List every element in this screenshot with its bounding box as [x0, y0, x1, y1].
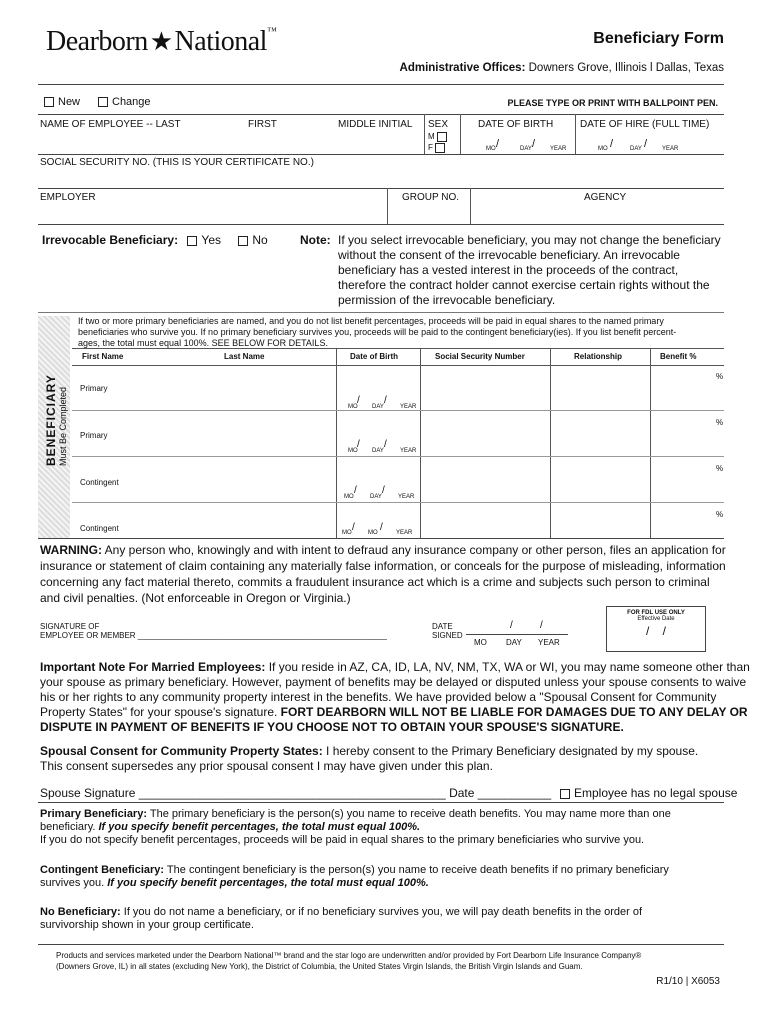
dob-mo: MO — [486, 146, 496, 152]
beneficiary-table — [72, 348, 724, 538]
col-first-name: First Name — [82, 352, 124, 361]
primary-line: If you do not specify benefit percentages, proceeds will be paid in equal shares to the primary beneficiaries who survive you. — [40, 834, 645, 846]
offices-label: Administrative Offices: — [399, 62, 526, 74]
intro-line: beneficiaries who survive you. If no primary beneficiary survives you, proceeds will be paid to the contingent beneficiary(ies). If you list benefit percent- — [78, 327, 677, 337]
married-line — [40, 660, 750, 675]
row-dob-mo: MO — [342, 530, 352, 536]
doh-slash-1: / — [610, 138, 614, 150]
signed-label: SIGNED — [432, 631, 463, 640]
star-icon: ★ — [149, 27, 173, 56]
primary-text: The primary beneficiary is the person(s) you name to receive death benefits. You may name more than one — [147, 808, 671, 820]
irrevocable-row — [42, 233, 268, 247]
warning-line: and civil penalties. (Not enforceable in Oregon or Virginia.) — [40, 591, 351, 605]
dob-slash-2: / — [532, 138, 536, 150]
trademark: ™ — [266, 26, 277, 37]
primary-line — [40, 821, 671, 834]
row-pct: % — [716, 510, 724, 519]
row-type: Contingent — [80, 478, 119, 487]
signature-line[interactable] — [40, 622, 387, 640]
date-signed[interactable] — [432, 622, 463, 640]
primary-label: Primary Beneficiary: — [40, 808, 147, 820]
no-benef-line — [40, 906, 642, 919]
spousal-text: I hereby consent to the Primary Beneficiary designated by my spouse. — [322, 744, 699, 758]
row-dob-mo: MO — [348, 448, 358, 454]
effective-date-slashes: / / — [645, 624, 666, 638]
irrevocable-note — [338, 233, 721, 308]
beneficiary-intro — [78, 316, 676, 349]
intro-line: If two or more primary beneficiaries are named, and you do not list benefit percentages, proceeds will be paid in equal shares to the named primary — [78, 316, 664, 326]
married-bold: FORT DEARBORN WILL NOT BE LIABLE FOR DAMAGES DUE TO ANY DELAY OR — [280, 705, 748, 719]
intro-line: ages, the total must equal 100%. SEE BELOW FOR DETAILS. — [78, 338, 328, 348]
note-line: permission of the irrevocable beneficiary. — [338, 293, 556, 307]
warning-text: Any person who, knowingly and with intent to defraud any insurance company or other person, files an application for — [102, 543, 726, 557]
contingent-text: survives you. — [40, 877, 108, 889]
irrevocable-yes-checkbox[interactable] — [187, 236, 197, 246]
employer-label: EMPLOYER — [40, 192, 96, 203]
row-pct: % — [716, 418, 724, 427]
warning-label: WARNING: — [40, 543, 102, 557]
col-relationship: Relationship — [574, 352, 623, 361]
married-text: Property States" for your spouse's signature. — [40, 705, 281, 719]
married-text: If you reside in AZ, CA, ID, LA, NV, NM, TX, WA or WI, you may name someone other than — [265, 660, 750, 674]
row-dob-slash: / — [380, 522, 383, 533]
primary-text: beneficiary. — [40, 821, 99, 833]
no-beneficiary-definition — [40, 906, 642, 932]
form-title: Beneficiary Form — [593, 30, 724, 47]
row-dob-day: DAY — [370, 494, 382, 500]
spousal-line: This consent supersedes any prior spousal consent I may have given under this plan. — [40, 759, 493, 773]
row-dob-slash: / — [352, 522, 355, 533]
married-label: Important Note For Married Employees: — [40, 660, 266, 674]
date-day: DAY — [506, 638, 522, 647]
sex-m[interactable] — [428, 132, 451, 142]
fdl-box — [606, 606, 706, 652]
signature-label-1: SIGNATURE OF — [40, 622, 100, 631]
spousal-consent — [40, 744, 698, 774]
spouse-signature-line[interactable]: Spouse Signature ______________________________________________ Date ___________ — [40, 786, 552, 800]
warning-line: concerning any fact material thereto, commits a fraudulent insurance act which is a crime and subjects such person to criminal — [40, 575, 710, 589]
employee-last-label: NAME OF EMPLOYEE -- LAST — [40, 119, 181, 130]
row-dob-year: YEAR — [400, 404, 417, 410]
married-line — [40, 705, 750, 720]
row-dob-mo: MO — [348, 404, 358, 410]
note-line: If you select irrevocable beneficiary, you may not change the beneficiary — [338, 233, 721, 247]
spousal-label: Spousal Consent for Community Property States: — [40, 744, 323, 758]
sex-f[interactable] — [428, 143, 449, 153]
no-spouse-checkbox[interactable] — [560, 789, 570, 799]
row-dob-year: YEAR — [396, 530, 413, 536]
employee-first-label: FIRST — [248, 119, 277, 130]
irrevocable-label: Irrevocable Beneficiary: — [42, 233, 179, 247]
doh-slash-2: / — [644, 138, 648, 150]
primary-definition — [40, 808, 671, 847]
no-spouse-label: Employee has no legal spouse — [574, 786, 738, 800]
row-dob-day: DAY — [372, 448, 384, 454]
irrevocable-no-label: No — [252, 233, 268, 247]
col-last-name: Last Name — [224, 352, 265, 361]
form-code: R1/10 | X6053 — [656, 976, 720, 987]
sex-f-checkbox[interactable] — [435, 143, 445, 153]
offices-line — [400, 62, 724, 74]
doh-year: YEAR — [662, 146, 679, 152]
sex-f-label: F — [428, 143, 433, 153]
spousal-line — [40, 744, 698, 759]
change-label: Change — [112, 96, 151, 108]
change-checkbox[interactable] — [98, 97, 108, 107]
row-dob-slash: / — [382, 485, 385, 496]
sex-label: SEX — [428, 119, 449, 130]
footer-text — [56, 950, 641, 972]
irrevocable-note-label — [300, 233, 331, 248]
new-option[interactable] — [44, 96, 80, 108]
row-dob-day: DAY — [372, 404, 384, 410]
new-label: New — [58, 96, 81, 108]
warning-block — [40, 542, 726, 606]
warning-line — [40, 542, 726, 558]
beneficiary-band-sub: Must Be Completed — [58, 386, 68, 466]
agency-label: AGENCY — [584, 192, 627, 203]
dob-label: DATE OF BIRTH — [478, 119, 554, 130]
contingent-bold: If you specify benefit percentages, the total must equal 100%. — [107, 877, 429, 889]
married-line: your spouse as primary beneficiary. However, payment of benefits may be delayed or disputed unless your spouse consents to waive — [40, 675, 747, 689]
note-line: without the consent of the irrevocable beneficiary. An irrevocable — [338, 248, 680, 262]
row-dob-year: YEAR — [400, 448, 417, 454]
row-dob-slash: / — [384, 395, 387, 406]
contingent-line — [40, 864, 669, 877]
row-dob-slash: / — [357, 395, 360, 406]
sex-m-checkbox[interactable] — [437, 132, 447, 142]
married-line: DISPUTE IN PAYMENT OF BENEFITS IF YOU CHOOSE NOT TO OBTAIN YOUR SPOUSE'S SIGNATURE. — [40, 720, 624, 734]
sex-m-label: M — [428, 132, 435, 142]
group-no-label: GROUP NO. — [402, 192, 460, 203]
date-year: YEAR — [538, 638, 560, 647]
col-benefit: Benefit % — [660, 352, 697, 361]
married-note — [40, 660, 750, 735]
contingent-line — [40, 877, 669, 890]
date-slash: / — [540, 620, 543, 631]
row-pct: % — [716, 464, 724, 473]
row-dob-slash: / — [384, 439, 387, 450]
note-line: beneficiary has a vested interest in the proceeds of the contract, — [338, 263, 679, 277]
signature-label-2: EMPLOYEE OR MEMBER ________________________________________________________ — [40, 631, 387, 640]
note-label: Note: — [300, 233, 331, 247]
doh-mo: MO — [598, 146, 608, 152]
date-slash: / — [510, 620, 513, 631]
row-type: Primary — [80, 384, 108, 393]
new-checkbox[interactable] — [44, 97, 54, 107]
logo-text-1: Dearborn — [46, 26, 148, 57]
note-line: therefore the contract holder cannot exercise certain rights without the — [338, 278, 710, 292]
dob-day: DAY — [520, 146, 532, 152]
ssn-label: SOCIAL SECURITY NO. (THIS IS YOUR CERTIFICATE NO.) — [40, 157, 314, 168]
col-ssn: Social Security Number — [435, 352, 525, 361]
doh-day: DAY — [630, 146, 642, 152]
row-dob-year: YEAR — [398, 494, 415, 500]
logo-text-2: National — [174, 26, 267, 57]
primary-bold: If you specify benefit percentages, the total must equal 100%. — [98, 821, 421, 833]
no-benef-text: If you do not name a beneficiary, or if no beneficiary survives you, we will pay death benefits in the order of — [120, 906, 643, 918]
print-note: PLEASE TYPE OR PRINT WITH BALLPOINT PEN. — [507, 98, 718, 108]
row-dob-day: MO — [368, 530, 378, 536]
footer-line: (Downers Grove, IL) in all states (excluding New York), the District of Columbia, the United States Virgin Islands, the British Virgin Islands and Guam. — [56, 962, 583, 971]
irrevocable-no-checkbox[interactable] — [238, 236, 248, 246]
change-option[interactable] — [98, 96, 151, 108]
company-logo — [46, 26, 276, 58]
middle-initial-label: MIDDLE INITIAL — [338, 119, 413, 130]
contingent-label: Contingent Beneficiary: — [40, 864, 165, 876]
warning-line: insurance or statement of claim containing any materially false information, or conceals for the purpose of misleading, information — [40, 559, 726, 573]
no-spouse-option[interactable] — [560, 786, 737, 801]
primary-line — [40, 808, 671, 821]
contingent-definition — [40, 864, 669, 890]
row-dob-mo: MO — [344, 494, 354, 500]
row-dob-slash: / — [354, 485, 357, 496]
dob-year: YEAR — [550, 146, 567, 152]
fdl-label: FOR FDL USE ONLY — [627, 610, 685, 616]
row-dob-slash: / — [357, 439, 360, 450]
contingent-text: The contingent beneficiary is the person(s) you name to receive death benefits if no primary beneficiary — [164, 864, 669, 876]
offices-value: Downers Grove, Illinois l Dallas, Texas — [528, 62, 724, 74]
doh-label: DATE OF HIRE (FULL TIME) — [580, 119, 710, 130]
col-dob: Date of Birth — [350, 352, 398, 361]
date-label: DATE — [432, 622, 453, 631]
row-type: Primary — [80, 431, 108, 440]
married-line: his or her rights to any community property interest in the benefits. We have provided below a "Spousal Consent for Community — [40, 690, 717, 704]
effective-date-label: Effective Date — [637, 616, 675, 622]
row-pct: % — [716, 372, 724, 381]
beneficiary-band-title: BENEFICIARY — [44, 374, 58, 466]
irrevocable-yes-label: Yes — [201, 233, 221, 247]
no-benef-line: survivorship shown in your group certificate. — [40, 919, 254, 931]
dob-slash-1: / — [496, 138, 500, 150]
date-mo: MO — [474, 638, 487, 647]
no-benef-label: No Beneficiary: — [40, 906, 121, 918]
row-type: Contingent — [80, 524, 119, 533]
footer-line: Products and services marketed under the Dearborn National™ brand and the star logo are underwritten and/or provided by Fort Dearborn Life Insurance Company® — [56, 951, 642, 960]
